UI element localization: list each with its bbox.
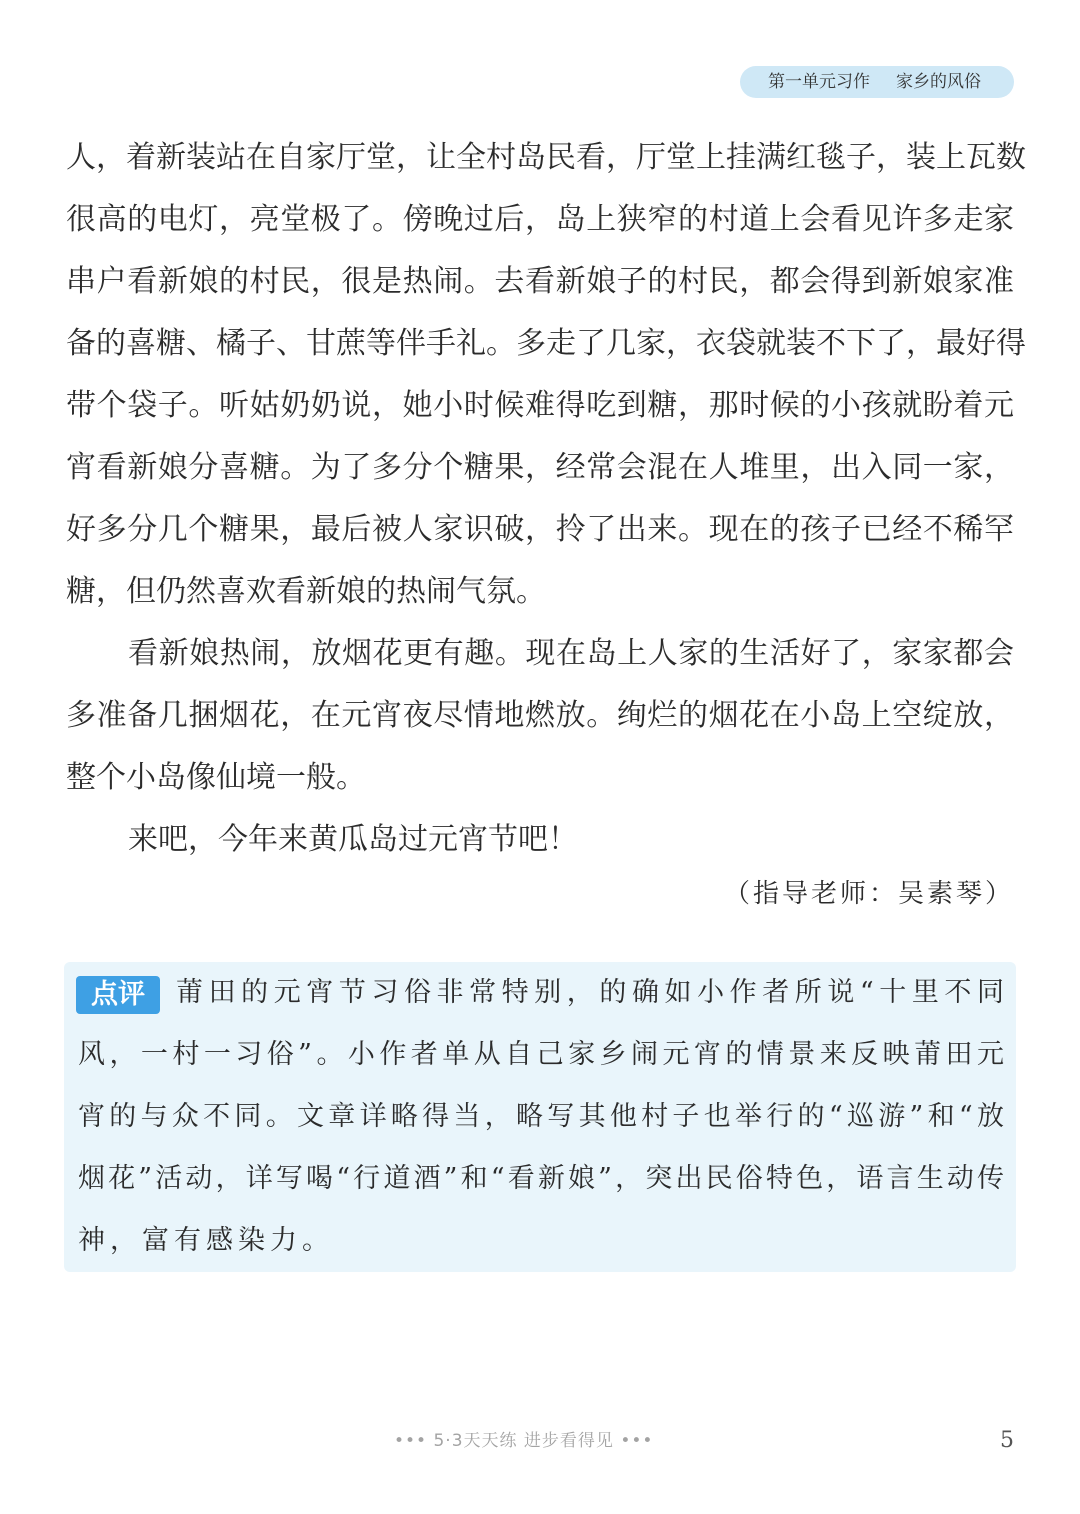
unit-header-tag [740, 66, 1014, 98]
teacher-credit: （指导老师：吴素琴） [723, 879, 1014, 909]
essay-line: 备的喜糖、橘子、甘蔗等伴手礼。多走了几家，衣袋就装不下了，最好得 [66, 326, 1026, 361]
essay-line: 多准备几捆烟花，在元宵夜尽情地燃放。绚烂的烟花在小岛上空绽放， [66, 698, 1014, 733]
essay-line: 宵看新娘分喜糖。为了多分个糖果，经常会混在人堆里，出入同一家， [66, 450, 1014, 485]
essay-line: 很高的电灯，亮堂极了。傍晚过后，岛上狭窄的村道上会看见许多走家 [66, 202, 1014, 237]
topic-title: 家乡的风俗 [896, 72, 981, 92]
comment-line: 烟花”活动，详写喝“行道酒”和“看新娘”，突出民俗特色，语言生动传 [78, 1163, 1004, 1194]
essay-line: 好多分几个糖果，最后被人家识破，拎了出来。现在的孩子已经不稀罕 [66, 512, 1014, 547]
comment-badge: 点评 [76, 976, 160, 1014]
comment-line: 神，富有感染力。 [78, 1225, 334, 1256]
comment-box [64, 962, 1016, 1272]
comment-line: 风，一村一习俗”。小作者单从自己家乡闹元宵的情景来反映莆田元 [78, 1039, 1004, 1070]
essay-body [66, 127, 1026, 871]
essay-line: 人，着新装站在自家厅堂，让全村岛民看，厅堂上挂满红毯子，装上瓦数 [66, 140, 1026, 175]
comment-line: 宵的与众不同。文章详略得当，略写其他村子也举行的“巡游”和“放 [78, 1101, 1004, 1132]
unit-title: 第一单元习作 [768, 72, 870, 92]
comment-text [78, 962, 1004, 1272]
essay-line: 带个袋子。听姑奶奶说，她小时候难得吃到糖，那时候的小孩就盼着元 [66, 388, 1014, 423]
essay-line: 来吧，今年来黄瓜岛过元宵节吧！ [128, 822, 578, 857]
essay-line: 糖，但仍然喜欢看新娘的热闹气氛。 [66, 574, 546, 609]
page-number: 5 [1000, 1428, 1014, 1453]
essay-line: 串户看新娘的村民，很是热闹。去看新娘子的村民，都会得到新娘家准 [66, 264, 1014, 299]
footer-slogan: ••• 5·3天天练 进步看得见 ••• [394, 1431, 654, 1451]
essay-line: 整个小岛像仙境一般。 [66, 760, 366, 795]
essay-line: 看新娘热闹，放烟花更有趣。现在岛上人家的生活好了，家家都会 [128, 636, 1014, 671]
comment-line: 莆田的元宵节习俗非常特别，的确如小作者所说“十里不同 [176, 977, 1004, 1008]
